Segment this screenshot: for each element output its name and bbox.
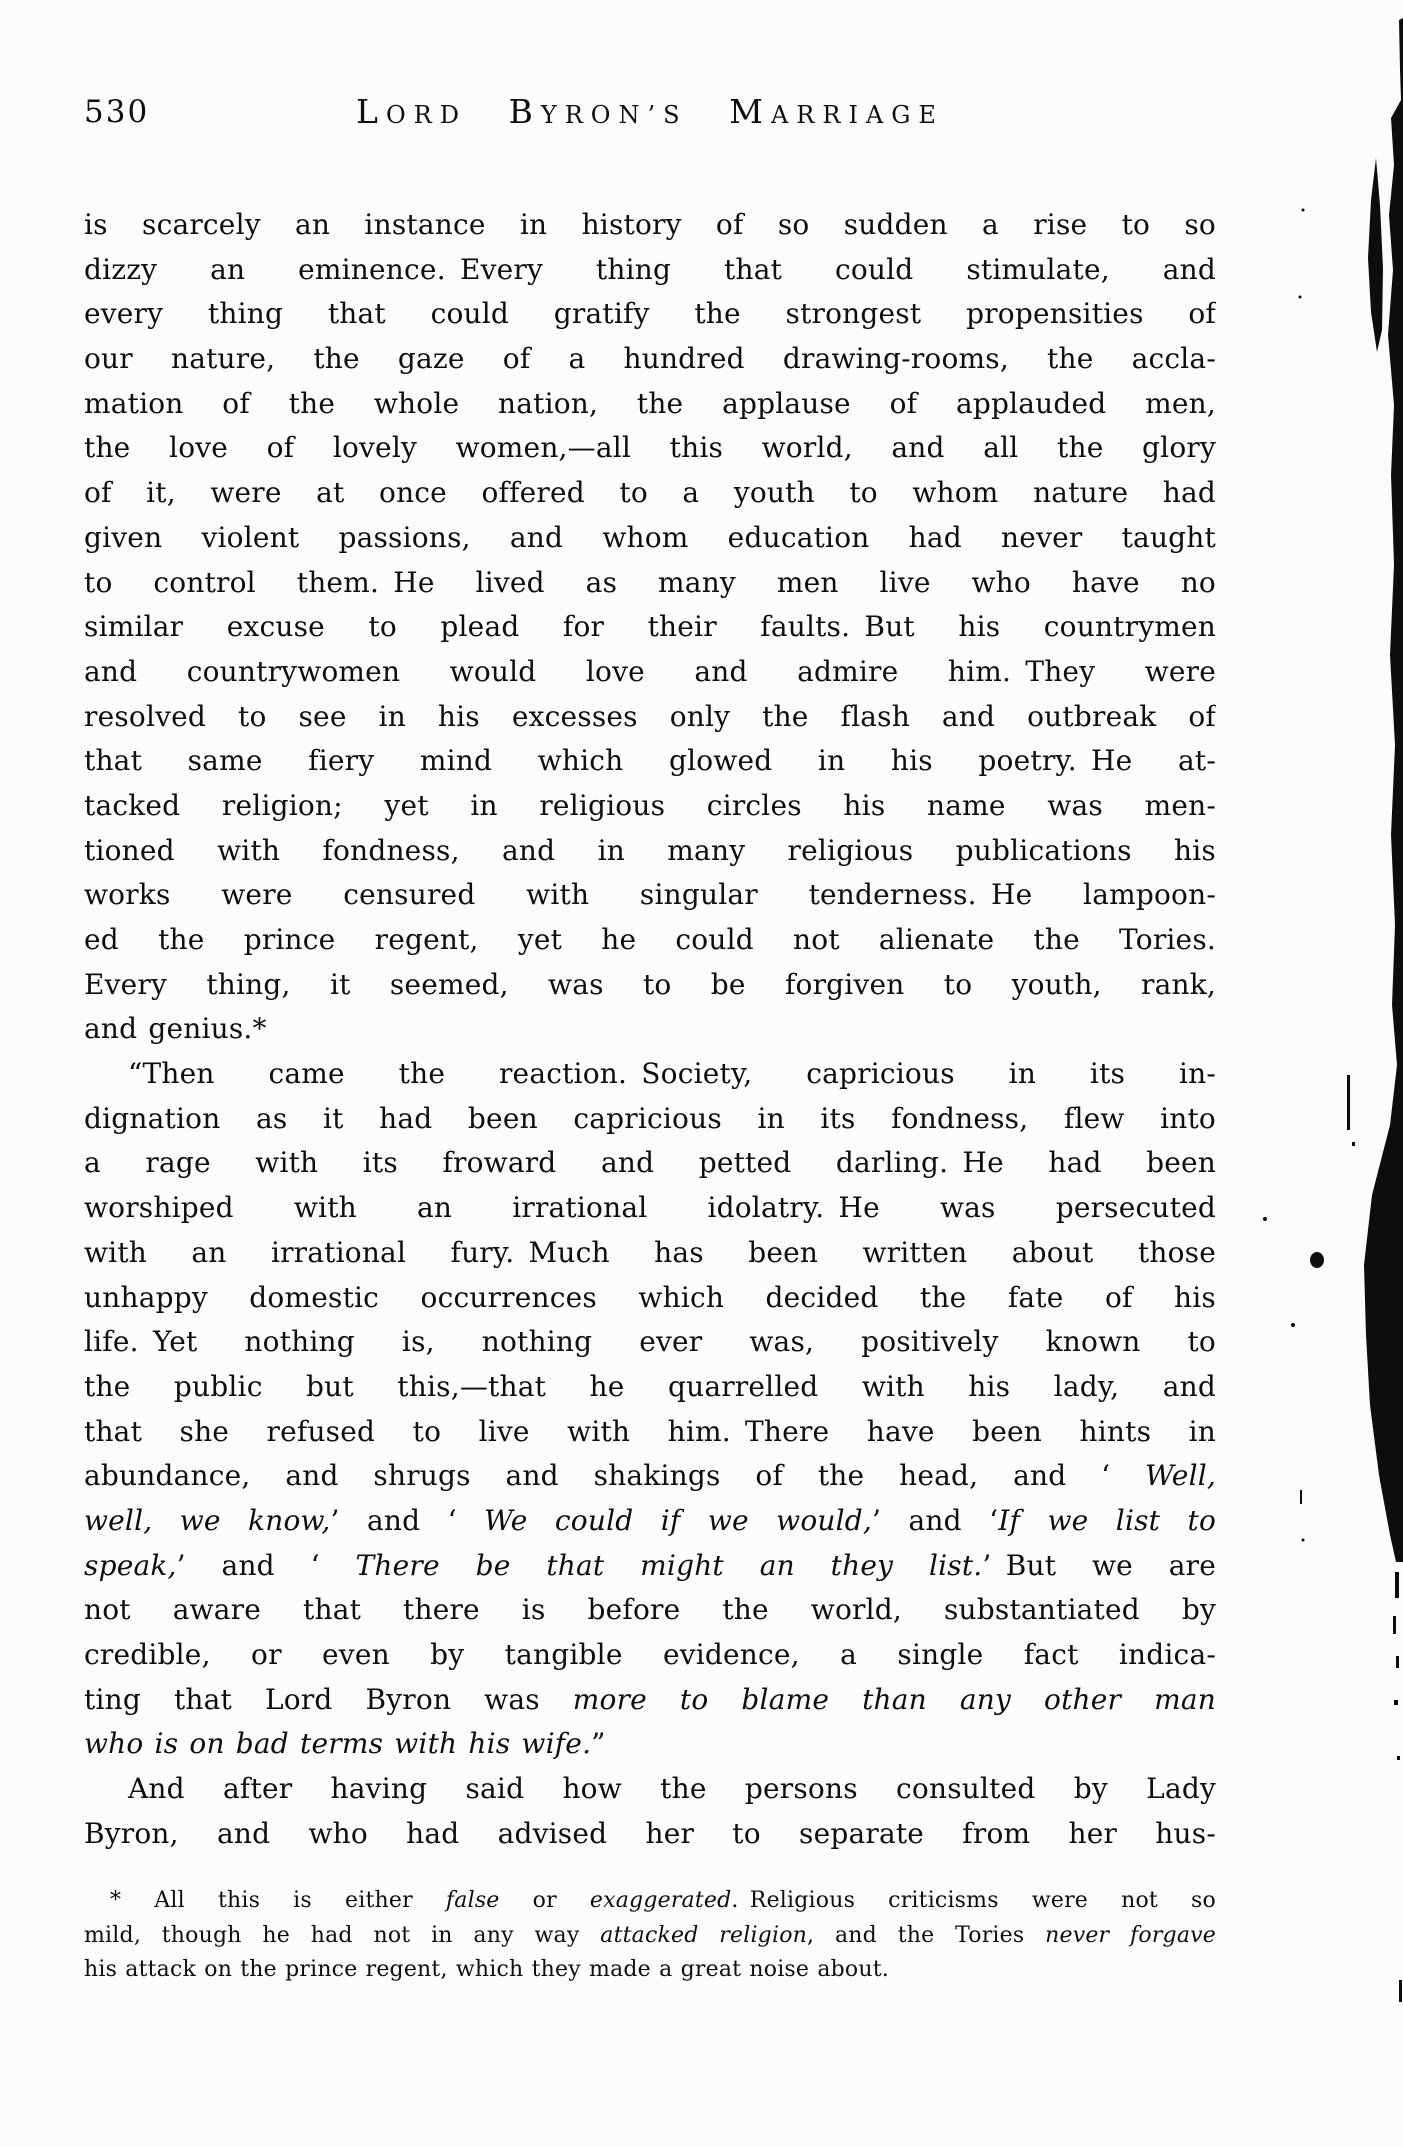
scan-speck (1302, 209, 1305, 212)
text-line: our nature, the gaze of a hundred drawing-rooms, the accla- (84, 342, 1216, 376)
text-line: And after having said how the persons consulted by Lady (128, 1772, 1216, 1806)
text-line: not aware that there is before the world, substantiated by (84, 1593, 1216, 1627)
text-line: the public but this,—that he quarrelled with his lady, and (84, 1369, 1216, 1403)
scan-tick (1399, 1980, 1402, 2002)
footnote (84, 1884, 1216, 1988)
text-line: mation of the whole nation, the applause of applauded men, (84, 386, 1216, 420)
footnote-line: mild, though he had not in any way attacked religion, and the Tories never forgave (84, 1922, 1216, 1948)
text-line: credible, or even by tangible evidence, a single fact indica- (84, 1638, 1216, 1671)
text-line: well, we know,’ and ‘ We could if we would,’ and ‘If we list to (84, 1503, 1216, 1537)
scan-tick (1300, 1490, 1302, 1504)
text-line: life. Yet nothing is, nothing ever was, positively known to (84, 1325, 1216, 1359)
text-line: given violent passions, and whom education had never taught (84, 520, 1216, 554)
ink-dot (1310, 1252, 1324, 1268)
title-word: LORD (356, 92, 467, 131)
text-line: to control them. He lived as many men live who have no (84, 565, 1216, 599)
footnote-line: * All this is either false or exaggerated. Religious criticisms were not so (110, 1888, 1216, 1913)
scan-speck (1395, 1572, 1399, 1598)
text-line: tacked religion; yet in religious circles his name was men- (84, 788, 1216, 822)
text-line: and countrywomen would love and admire him. They were (84, 654, 1216, 688)
title-word: MARRIAGE (729, 92, 944, 131)
text-line: that she refused to live with him. There have been hints in (84, 1414, 1216, 1448)
scan-speck (1302, 1539, 1305, 1542)
text-line: a rage with its froward and petted darling. He had been (84, 1146, 1216, 1180)
scan-speck (1396, 1656, 1399, 1668)
text-line: ting that Lord Byron was more to blame than any other man (84, 1682, 1216, 1716)
running-title (84, 92, 1216, 131)
text-line: with an irrational fury. Much has been written about those (84, 1235, 1216, 1269)
scan-speck (1263, 1217, 1267, 1221)
scan-speck (1393, 1616, 1396, 1634)
scan-speck (1291, 1323, 1295, 1327)
text-line: Every thing, it seemed, was to be forgiven to youth, rank, (84, 967, 1216, 1001)
scan-artifacts (1243, 0, 1403, 2146)
text-line: tioned with fondness, and in many religious publications his (84, 833, 1216, 867)
scan-speck (1352, 1142, 1355, 1146)
text-line: ed the prince regent, yet he could not alienate the Tories. (84, 923, 1216, 956)
text-line: dizzy an eminence. Every thing that could stimulate, and (84, 252, 1216, 286)
text-line: works were censured with singular tenderness. He lampoon- (84, 878, 1216, 912)
scan-speck (1397, 1756, 1400, 1760)
title-word: BYRON’S (508, 92, 688, 131)
text-line: is scarcely an instance in history of so sudden a rise to so (84, 208, 1216, 241)
text-line: Byron, and who had advised her to separate from her hus- (84, 1816, 1216, 1850)
scan-speck (1299, 296, 1302, 299)
text-line: resolved to see in his excesses only the flash and outbreak of (84, 699, 1216, 733)
scan-blob-upper (1368, 158, 1383, 352)
scan-tick (1347, 1075, 1350, 1130)
text-line: who is on bad terms with his wife.” (84, 1727, 606, 1761)
text-line: abundance, and shrugs and shakings of the head, and ‘ Well, (84, 1459, 1216, 1493)
text-line: speak,’ and ‘ There be that might an they list.’ But we are (84, 1548, 1216, 1582)
text-line: and genius.* (84, 1012, 267, 1046)
text-line: similar excuse to plead for their faults. But his countrymen (84, 610, 1216, 644)
text-line: of it, were at once offered to a youth to whom nature had (84, 476, 1216, 510)
footnote-line: his attack on the prince regent, which they made a great noise about. (84, 1957, 889, 1982)
text-line: dignation as it had been capricious in its fondness, flew into (84, 1101, 1216, 1135)
text-line: that same fiery mind which glowed in his poetry. He at- (84, 744, 1216, 778)
body-text (84, 203, 1216, 1856)
text-line: worshiped with an irrational idolatry. He was persecuted (84, 1191, 1216, 1225)
text-line: unhappy domestic occurrences which decided the fate of his (84, 1280, 1216, 1314)
text-line: every thing that could gratify the strongest propensities of (84, 297, 1216, 331)
page-number: 530 (84, 94, 150, 130)
text-line: the love of lovely women,—all this world, and all the glory (84, 431, 1216, 465)
scan-speck (1394, 1700, 1398, 1705)
text-line: “Then came the reaction. Society, capricious in its in- (128, 1057, 1216, 1091)
